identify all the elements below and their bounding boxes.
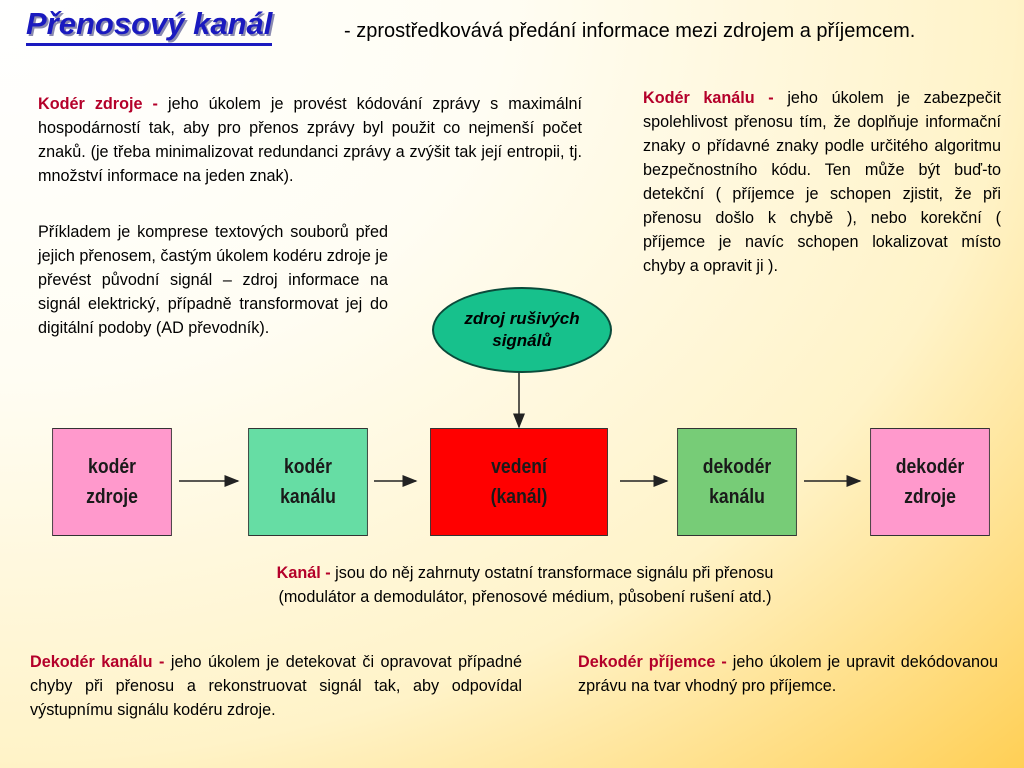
block-dekoder-kanalu	[677, 428, 797, 536]
block-line1: vedení	[491, 456, 547, 478]
noise-source-ellipse	[432, 287, 612, 373]
dekoder-prijemce-body: jeho úkolem je upravit dekódovanou zprávu na tvar vhodný pro příjemce.	[578, 653, 998, 695]
kanal-term: Kanál -	[276, 564, 331, 582]
block-line2: (kanál)	[490, 486, 548, 508]
block-vedeni	[430, 428, 608, 536]
block-line2: zdroje	[904, 486, 956, 508]
block-koder-zdroje	[52, 428, 172, 536]
block-line2: zdroje	[86, 486, 138, 508]
block-line1: dekodér	[895, 456, 965, 478]
block-koder-kanalu	[248, 428, 368, 536]
page-title: Přenosový kanál	[26, 6, 272, 46]
koder-kanalu-term: Kodér kanálu -	[643, 89, 774, 107]
kanal-line2: (modulátor a demodulátor, přenosové médium, působení rušení atd.)	[278, 588, 772, 606]
koder-zdroje-body: jeho úkolem je provést kódování zprávy s maximální hospodárností tak, aby pro přenos zprávy byl použit co nejmenší počet znaků. (je třeba minimalizovat redundanci zprávy a zvýšit tak její entropii, tj. množství informace na jeden znak).	[38, 95, 582, 185]
noise-source-line1: zdroj rušivých	[464, 309, 580, 328]
page-subtitle: - zprostředkovává předání informace mezi zdrojem a příjemcem.	[344, 20, 916, 42]
koder-kanalu-body: jeho úkolem je zabezpečit spolehlivost přenosu tím, že doplňuje informační znaky o přídavné znaky podle určitého algoritmu bezpečnostního kódu. Ten může být buď-to detekční ( příjemce je schopen zjistit, že při přenosu došlo k chybě ), nebo korekční ( příjemce je navíc schopen lokalizovat místo chyby a opravit ji ).	[643, 89, 1001, 275]
kanal-line1: jsou do něj zahrnuty ostatní transformace signálu při přenosu	[330, 564, 774, 582]
noise-source-line2: signálů	[492, 331, 552, 350]
dekoder-kanalu-term: Dekodér kanálu -	[30, 653, 165, 671]
block-line1: kodér	[88, 456, 136, 478]
dekoder-prijemce-term: Dekodér příjemce -	[578, 653, 727, 671]
block-line1: dekodér	[702, 456, 772, 478]
block-line2: kanálu	[280, 486, 336, 508]
block-dekoder-zdroje	[870, 428, 990, 536]
block-line2: kanálu	[709, 486, 765, 508]
koder-zdroje-term: Kodér zdroje -	[38, 95, 158, 113]
block-line1: kodér	[284, 456, 332, 478]
dekoder-kanalu-body: jeho úkolem je detekovat či opravovat případné chyby při přenosu a rekonstruovat signál tak, aby odpovídal výstupnímu signálu kodéru zdroje.	[30, 653, 522, 719]
priklad-body: Příkladem je komprese textových souborů před jejich přenosem, častým úkolem kodéru zdroje je převést původní signál – zdroj informace na signál elektrický, případně transformovat jej do digitální podoby (AD převodník).	[38, 223, 388, 337]
